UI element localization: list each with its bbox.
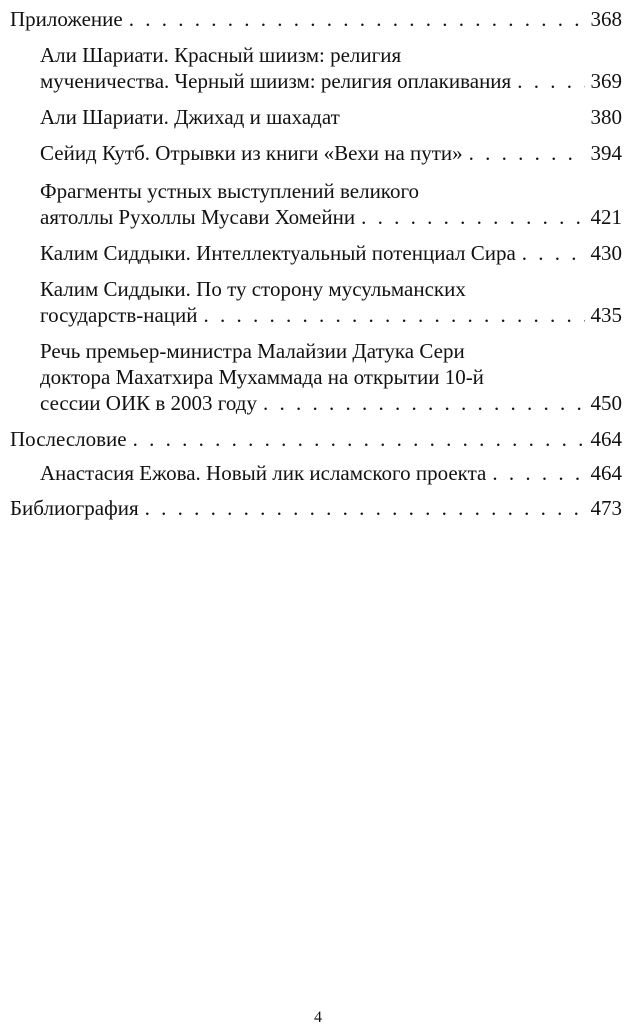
dot-leader — [263, 390, 585, 416]
toc-entry-title-line-1: Калим Сиддыки. По ту сторону мусульманских — [40, 277, 466, 301]
toc-entry-line — [40, 104, 622, 130]
toc-entry-ezhova-new-face[interactable] — [10, 460, 622, 486]
toc-entry-title: Приложение — [10, 7, 123, 31]
dot-leader — [129, 6, 585, 32]
toc-entry-line — [40, 302, 622, 328]
toc-entry-title-line-1: Речь премьер-министра Малайзии Датука Сери — [40, 339, 465, 363]
toc-entry-page: 430 — [590, 241, 622, 265]
dot-leader — [469, 140, 585, 166]
toc-entry-appendix[interactable] — [10, 6, 622, 32]
toc-entry-mahathir-speech[interactable] — [10, 338, 622, 416]
dot-leader — [517, 68, 584, 94]
toc-entry-line — [40, 140, 622, 166]
dot-leader — [204, 302, 585, 328]
toc-entry-title: Сейид Кутб. Отрывки из книги «Вехи на пути» — [40, 141, 463, 165]
toc-entry-page: 473 — [590, 496, 622, 520]
toc-entry-title-line-1: Фрагменты устных выступлений великого — [40, 179, 420, 203]
toc-entry-line — [40, 204, 622, 230]
toc-entry-title: Али Шариати. Джихад и шахадат — [40, 105, 340, 129]
toc-entry-siddiqui-sira[interactable] — [10, 240, 622, 266]
toc-entry-title: Калим Сиддыки. Интеллектуальный потенциал Сира — [40, 241, 516, 265]
toc-entry-line — [40, 68, 622, 94]
toc-entry-afterword[interactable] — [10, 426, 622, 452]
toc-entry-line — [40, 390, 622, 416]
toc-entry-page: 464 — [590, 427, 622, 451]
table-of-contents — [10, 6, 622, 521]
toc-entry-title-line-3: сессии ОИК в 2003 году — [40, 391, 257, 415]
toc-entry-line — [10, 6, 622, 32]
toc-entry-siddiqui-nation-states[interactable] — [10, 276, 622, 328]
toc-entry-title: Послесловие — [10, 427, 127, 451]
toc-entry-page: 421 — [590, 205, 622, 229]
toc-entry-line — [10, 426, 622, 452]
toc-entry-title: Анастасия Ежова. Новый лик исламского проекта — [40, 461, 487, 485]
toc-entry-khomeini-speeches[interactable] — [10, 178, 622, 230]
toc-entry-page: 368 — [590, 7, 622, 31]
toc-entry-title-line-1: Али Шариати. Красный шиизм: религия — [40, 43, 402, 67]
toc-entry-line — [40, 460, 622, 486]
toc-entry-page: 380 — [590, 105, 622, 129]
toc-entry-bibliography[interactable] — [10, 495, 622, 521]
toc-entry-page: 369 — [590, 69, 622, 93]
toc-entry-title-line-2: мученичества. Черный шиизм: религия оплакивания — [40, 69, 512, 93]
toc-entry-page: 450 — [590, 391, 622, 415]
page-number: 4 — [314, 1009, 322, 1026]
toc-entry-qutb-milestones[interactable] — [10, 140, 622, 166]
toc-entry-title-line-2: аятоллы Рухоллы Мусави Хомейни — [40, 205, 356, 229]
dot-leader — [361, 204, 584, 230]
toc-entry-line — [10, 495, 622, 521]
toc-entry-shariati-jihad[interactable] — [10, 104, 622, 130]
toc-entry-title-line-2: доктора Махатхира Мухаммада на открытии 10-й — [40, 365, 484, 389]
toc-entry-page: 464 — [590, 461, 622, 485]
toc-entry-title-line-2: государств-наций — [40, 303, 198, 327]
toc-entry-page: 435 — [590, 303, 622, 327]
toc-entry-page: 394 — [590, 141, 622, 165]
toc-entry-shariati-red-shiism[interactable] — [10, 42, 622, 94]
dot-leader — [133, 426, 585, 452]
dot-leader — [522, 240, 585, 266]
dot-leader — [145, 495, 585, 521]
toc-entry-line — [40, 240, 622, 266]
dot-leader — [492, 460, 584, 486]
toc-entry-title: Библиография — [10, 496, 139, 520]
